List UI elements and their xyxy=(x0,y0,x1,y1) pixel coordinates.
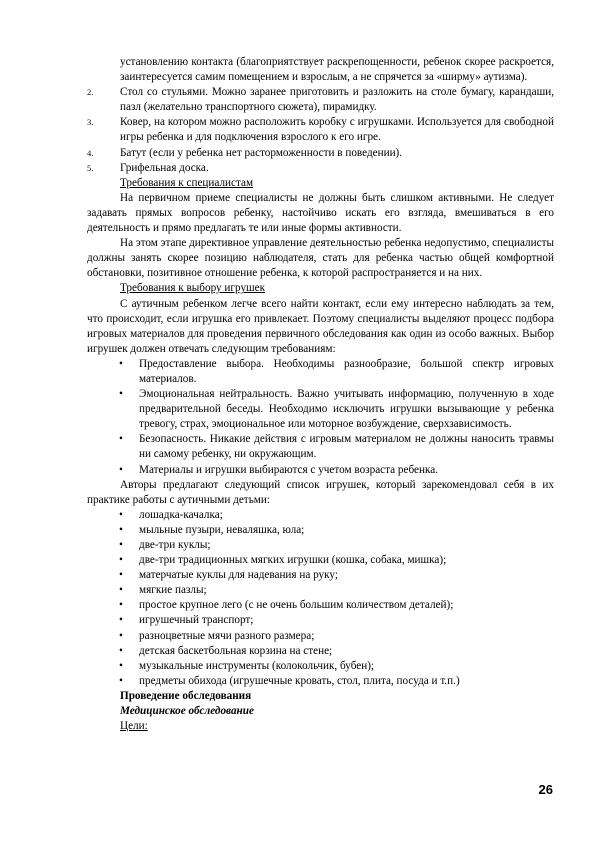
numbered-item xyxy=(87,161,554,176)
requirement-item xyxy=(87,357,554,387)
item-text: Стол со стульями. Можно заранее приготовить и разложить на столе бумагу, карандаши, пазл (желательно транспортного сюжета), пирамидку. xyxy=(120,86,554,114)
medical-exam-heading: Медицинское обследование xyxy=(120,705,254,718)
specialists-paragraph-2: На этом этапе директивное управление деятельностью ребенка недопустимо, специалисты должны занять скорее позицию наблюдателя, стать для ребенка частью общей комфортной обстановки, позитивное отношение ребенка, к которой распространяется и на них. xyxy=(87,237,554,280)
toy-item xyxy=(87,598,554,613)
bullet-icon: • xyxy=(119,569,123,582)
item-number: 3. xyxy=(87,117,94,128)
bullet-text: предметы обихода (игрушечные кровать, стол, плита, посуда и т.п.) xyxy=(139,674,460,687)
toy-item xyxy=(87,583,554,598)
examination-heading: Проведение обследования xyxy=(120,689,252,702)
toys-paragraph: С аутичным ребенком легче всего найти контакт, если ему интересно наблюдать за тем, что происходит, если игрушка его привлекает. Поэтому специалисты выделяют процесс подбора игровых материалов для проведения первичного обследования как один из особо важных. Выбор игрушек должен отвечать следующим требованиям: xyxy=(87,297,554,355)
numbered-item xyxy=(87,85,554,115)
bullet-text: матерчатые куклы для надевания на руку; xyxy=(139,569,338,582)
bullet-icon: • xyxy=(119,674,123,687)
bullet-text: разноцветные мячи разного размера; xyxy=(139,629,315,642)
requirement-item xyxy=(87,463,554,478)
bullet-icon: • xyxy=(119,614,123,627)
item-text: Грифельная доска. xyxy=(120,161,209,174)
bullet-text: лошадка-качалка; xyxy=(139,508,223,521)
document-page xyxy=(87,55,554,734)
bullet-text: простое крупное лего (с не очень большим количеством деталей); xyxy=(139,599,454,612)
bullet-icon: • xyxy=(119,644,123,657)
toys-heading: Требования к выбору игрушек xyxy=(120,282,266,295)
toy-item xyxy=(87,644,554,659)
bullet-icon: • xyxy=(119,463,123,476)
item-number: 4. xyxy=(87,147,94,158)
bullet-text: Эмоциональная нейтральность. Важно учитывать информацию, полученную в ходе предварительной беседы. Необходимо исключить игрушки вызывающие у ребенка тревогу, страх, эмоциональное или моторное возбуждение, сверхзависимость. xyxy=(139,388,554,431)
specialists-paragraph-1: На первичном приеме специалисты не должны быть слишком активными. Не следует задавать прямых вопросов ребенку, настойчиво искать его взгляда, вмешиваться в его деятельность и прямо предлагать те или иные формы активности. xyxy=(87,191,554,235)
requirement-item xyxy=(87,387,554,432)
goals-label: Цели: xyxy=(120,720,148,733)
item-number: 5. xyxy=(87,162,94,173)
bullet-icon: • xyxy=(119,554,123,567)
bullet-icon: • xyxy=(119,508,123,521)
numbered-list xyxy=(87,85,554,176)
bullet-icon: • xyxy=(119,388,123,401)
item-text: Батут (если у ребенка нет расторможенности в поведении). xyxy=(120,146,403,159)
bullet-text: мыльные пузыри, неваляшка, юла; xyxy=(139,523,305,536)
bullet-text: Предоставление выбора. Необходимы разнообразие, большой спектр игровых материалов. xyxy=(139,357,554,385)
bullet-icon: • xyxy=(119,659,123,672)
requirements-list xyxy=(87,357,554,478)
toy-item xyxy=(87,629,554,644)
toys-list xyxy=(87,508,554,689)
bullet-text: детская баскетбольная корзина на стене; xyxy=(139,644,333,657)
bullet-text: мягкие пазлы; xyxy=(139,584,207,597)
bullet-icon: • xyxy=(119,539,123,551)
toy-item xyxy=(87,659,554,674)
specialists-heading: Требования к специалистам xyxy=(120,176,254,189)
bullet-icon: • xyxy=(119,629,123,642)
bullet-text: две-три куклы; xyxy=(139,539,211,551)
numbered-item xyxy=(87,146,554,161)
toy-item xyxy=(87,523,554,538)
item-number: 2. xyxy=(87,87,94,98)
bullet-text: музыкальные инструменты (колокольчик, бубен); xyxy=(139,659,375,672)
toy-item xyxy=(87,508,554,523)
authors-paragraph: Авторы предлагают следующий список игрушек, который зарекомендовал себя в их практике работы с аутичными детьми: xyxy=(87,478,554,506)
numbered-item xyxy=(87,115,554,145)
bullet-icon: • xyxy=(119,584,123,597)
toy-item xyxy=(87,568,554,583)
bullet-icon: • xyxy=(119,357,123,370)
bullet-icon: • xyxy=(119,433,123,446)
bullet-text: две-три традиционных мягких игрушки (кошка, собака, мишка); xyxy=(139,554,447,567)
toy-item xyxy=(87,538,554,553)
page-number: 26 xyxy=(538,782,553,797)
bullet-text: Безопасность. Никакие действия с игровым материалом не должны наносить травмы ни самому ребенку, ни окружающим. xyxy=(139,433,554,461)
bullet-icon: • xyxy=(119,523,123,536)
bullet-text: Материалы и игрушки выбираются с учетом возраста ребенка. xyxy=(139,463,438,476)
intro-paragraph: установлению контакта (благоприятствует раскрепощенности, ребенок скорее раскроется, заинтересуется самим помещением и взрослым, а не спрячется за «ширму» аутизма). xyxy=(120,56,554,84)
requirement-item xyxy=(87,432,554,462)
toy-item xyxy=(87,613,554,628)
toy-item xyxy=(87,553,554,568)
bullet-text: игрушечный транспорт; xyxy=(139,614,254,627)
bullet-icon: • xyxy=(119,599,123,612)
toy-item xyxy=(87,674,554,689)
item-text: Ковер, на котором можно расположить коробку с игрушками. Используется для свободной игры ребенка и для подключения взрослого к его игре. xyxy=(120,116,554,144)
